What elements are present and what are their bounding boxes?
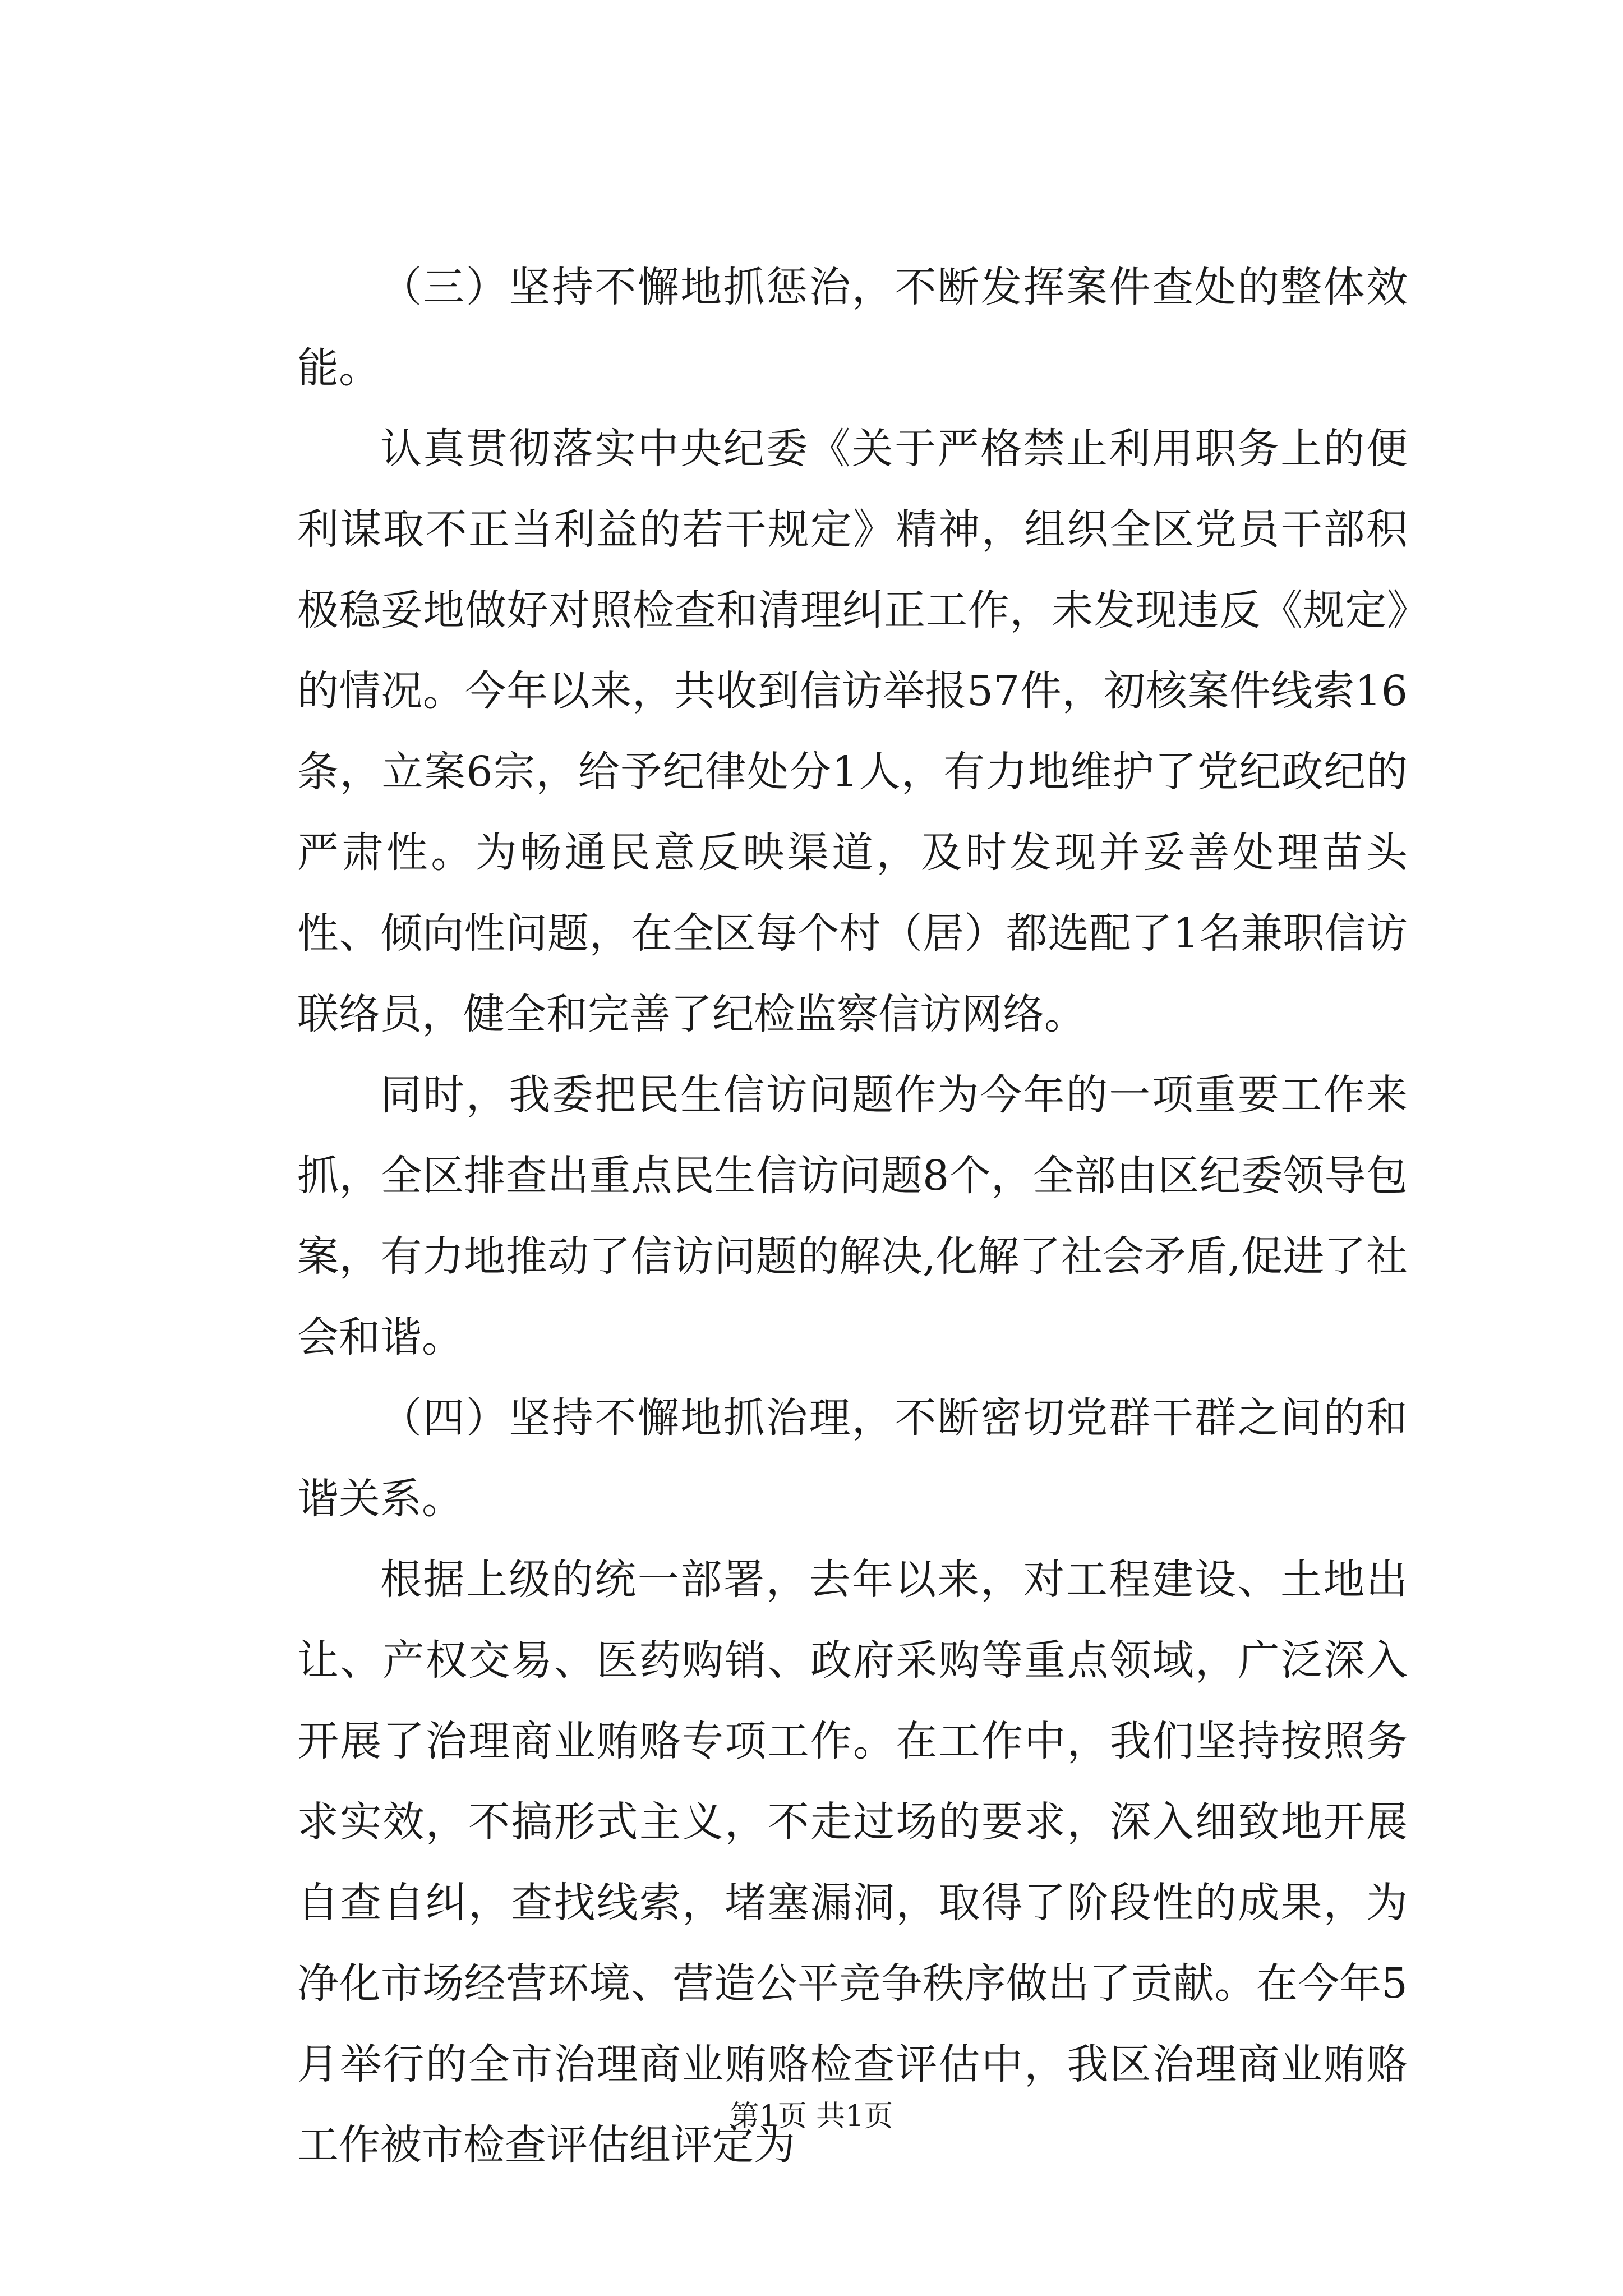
body-paragraph: 根据上级的统一部署，去年以来，对工程建设、土地出让、产权交易、医药购销、政府采购等重点领域，广泛深入开展了治理商业贿赂专项工作。在工作中，我们坚持按照务求实效，不搞形式主义，不走过场的要求，深入细致地开展自查自纠，查找线索，堵塞漏洞，取得了阶段性的成果，为净化市场经营环境、营造公平竞争秩序做出了贡献。在今年5月举行的全市治理商业贿赂检查评估中，我区治理商业贿赂工作被市检查评估组评定为 — [297, 1556, 1408, 2169]
section-heading-4: （四）坚持不懈地抓治理，不断密切党群干群之间的和谐关系。 — [297, 1394, 1408, 1523]
body-paragraph: 认真贯彻落实中央纪委《关于严格禁止利用职务上的便利谋取不正当利益的若干规定》精神，组织全区党员干部积极稳妥地做好对照检查和清理纠正工作，未发现违反《规定》的情况。今年以来，共收到信访举报57件，初核案件线索16条，立案6宗，给予纪律处分1人，有力地维护了党纪政纪的严肃性。为畅通民意反映渠道，及时发现并妥善处理苗头性、倾向性问题，在全区每个村（居）都选配了1名兼职信访联络员，健全和完善了纪检监察信访网络。 — [297, 425, 1408, 1038]
section-heading-3: （三）坚持不懈地抓惩治，不断发挥案件查处的整体效能。 — [297, 263, 1408, 392]
page-footer: 第1页 共1页 — [730, 2100, 893, 2133]
body-paragraph: 同时，我委把民生信访问题作为今年的一项重要工作来抓，全区排查出重点民生信访问题8个，全部由区纪委领导包案，有力地推动了信访问题的解决,化解了社会矛盾,促进了社会和谐。 — [297, 1071, 1408, 1361]
document-body — [297, 247, 1408, 2185]
